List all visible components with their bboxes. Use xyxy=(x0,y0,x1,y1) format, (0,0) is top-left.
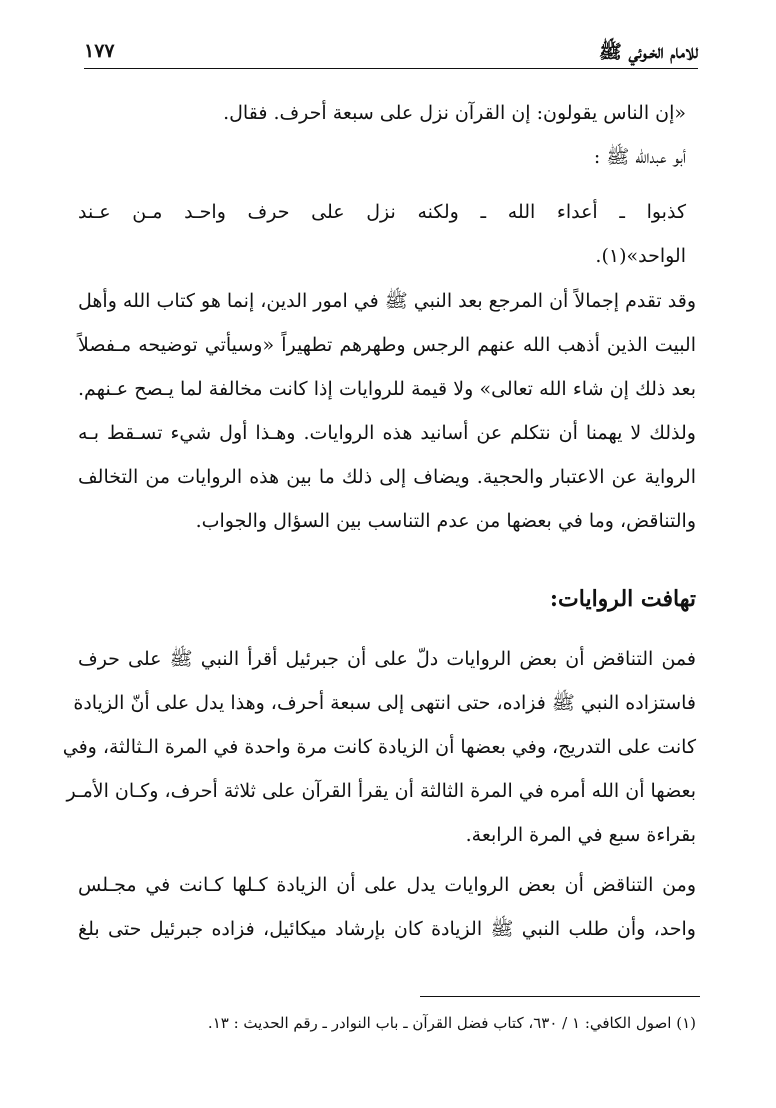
footnote: (١) اصول الكافي: ١ / ٦٣٠، كتاب فضل القرآن ـ باب النوادر ـ رقم الحديث : ١٣. xyxy=(207,1014,696,1032)
quote-line-1: «إن الناس يقولون: إن القرآن نزل على سبعة أحرف. فقال. xyxy=(223,102,686,124)
quote-line-3: كذبوا ـ أعداء الله ـ ولكنه نزل على حرف واحـد مـن عـند xyxy=(78,201,686,223)
section-heading-block xyxy=(78,586,696,620)
paragraph-line: فمن التناقض أن بعض الروايات دلّ على أن جبرئيل أقرأ النبي ﷺ على حرف xyxy=(78,648,696,670)
quote-block xyxy=(78,100,696,280)
paragraph-line: واحد، وأن طلب النبي ﷺ الزيادة كان بإرشاد ميكائيل، فزاده جبرئيل حتى بلغ xyxy=(78,918,696,940)
paragraph-line: بعد ذلك إن شاء الله تعالى» ولا قيمة للروايات إذا كانت مخالفة لما يـصح عـنهم. xyxy=(78,378,696,400)
paragraph-line: وقد تقدم إجمالاً أن المرجع بعد النبي ﷺ في امور الدين، إنما هو كتاب الله وأهل xyxy=(78,290,697,312)
paragraph-1 xyxy=(78,288,696,548)
paragraph-3 xyxy=(78,872,696,962)
section-heading: تهافت الروايات: xyxy=(549,586,696,612)
paragraph-line: الرواية عن الاعتبار والحجية. ويضاف إلى ذلك ما بين هذه الروايات من التخالف xyxy=(78,466,696,488)
paragraph-line: كانت على التدريج، وفي بعضها أن الزيادة كانت مرة واحدة في المرة الـثالثة، وفي xyxy=(62,736,696,758)
paragraph-line: ولذلك لا يهمنا أن نتكلم عن أسانيد هذه الروايات. وهـذا أول شيء تسـقط بـه xyxy=(78,422,696,444)
header-title: للامام الخـوئي ﷺ xyxy=(598,41,698,63)
paragraph-line: والتناقض، وما في بعضها من عدم التناسب بين السؤال والجواب. xyxy=(195,510,696,532)
quote-line-2: أبو عبدالله ﷺ : xyxy=(593,146,686,168)
paragraph-line: البيت الذين أذهب الله عنهم الرجس وطهرهم تطهيراً «وسيأتي توضيحه مـفصلاً xyxy=(78,334,696,356)
paragraph-line: بقراءة سبع في المرة الرابعة. xyxy=(465,824,696,846)
footnote-divider xyxy=(420,996,700,997)
running-header xyxy=(84,34,698,69)
page-number: ١٧٧ xyxy=(84,40,115,62)
paragraph-2 xyxy=(62,646,696,866)
paragraph-line: فاستزاده النبي ﷺ فزاده، حتى انتهى إلى سبعة أحرف، وهذا يدل على أنّ الزيادة xyxy=(73,692,696,714)
paragraph-line: بعضها أن الله أمره في المرة الثالثة أن يقرأ القرآن على ثلاثة أحرف، وكـان الأمـر xyxy=(66,780,696,802)
quote-line-4: الواحد»(١). xyxy=(595,245,686,267)
paragraph-line: ومن التناقض أن بعض الروايات يدل على أن الزيادة كـلها كـانت في مجـلس xyxy=(78,874,696,896)
